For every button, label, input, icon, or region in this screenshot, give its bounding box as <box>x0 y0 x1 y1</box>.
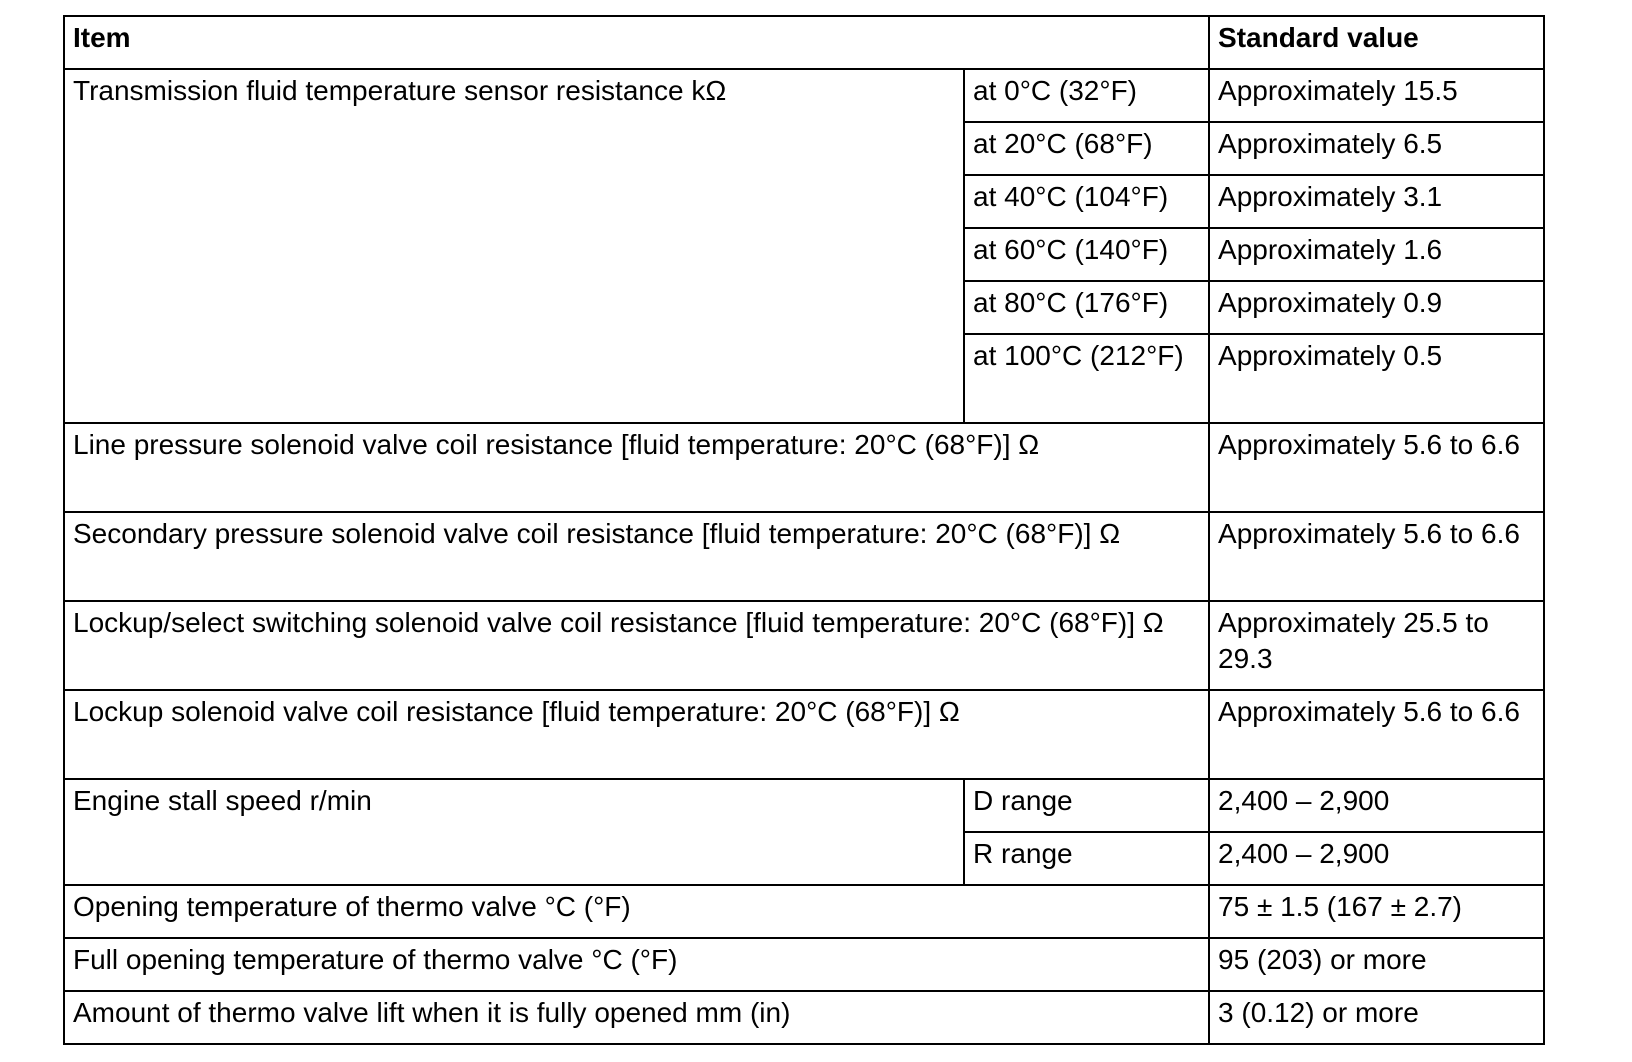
tfts-item: Transmission fluid temperature sensor resistance kΩ <box>64 69 964 423</box>
tfts-condition: at 60°C (140°F) <box>964 228 1209 281</box>
lockup-select-item: Lockup/select switching solenoid valve coil resistance [fluid temperature: 20°C (68°F)] Ω <box>64 601 1209 690</box>
stall-speed-condition: R range <box>964 832 1209 885</box>
tfts-condition: at 40°C (104°F) <box>964 175 1209 228</box>
table-row <box>64 601 1544 690</box>
secondary-pressure-item: Secondary pressure solenoid valve coil resistance [fluid temperature: 20°C (68°F)] Ω <box>64 512 1209 601</box>
standard-values-table <box>63 15 1545 1045</box>
tfts-value: Approximately 1.6 <box>1209 228 1544 281</box>
table-row <box>64 779 1544 832</box>
table-header-row <box>64 16 1544 69</box>
tfts-value: Approximately 3.1 <box>1209 175 1544 228</box>
table-row <box>64 991 1544 1044</box>
table-row <box>64 512 1544 601</box>
thermo-open-item: Opening temperature of thermo valve °C (°F) <box>64 885 1209 938</box>
thermo-full-value: 95 (203) or more <box>1209 938 1544 991</box>
thermo-full-item: Full opening temperature of thermo valve °C (°F) <box>64 938 1209 991</box>
lockup-select-value: Approximately 25.5 to 29.3 <box>1209 601 1544 690</box>
tfts-condition: at 80°C (176°F) <box>964 281 1209 334</box>
stall-speed-item: Engine stall speed r/min <box>64 779 964 885</box>
table-row <box>64 938 1544 991</box>
tfts-condition: at 20°C (68°F) <box>964 122 1209 175</box>
table-row <box>64 885 1544 938</box>
lockup-value: Approximately 5.6 to 6.6 <box>1209 690 1544 779</box>
line-pressure-value: Approximately 5.6 to 6.6 <box>1209 423 1544 512</box>
lockup-item: Lockup solenoid valve coil resistance [fluid temperature: 20°C (68°F)] Ω <box>64 690 1209 779</box>
table-row <box>64 690 1544 779</box>
tfts-value: Approximately 15.5 <box>1209 69 1544 122</box>
header-item: Item <box>64 16 1209 69</box>
line-pressure-item: Line pressure solenoid valve coil resistance [fluid temperature: 20°C (68°F)] Ω <box>64 423 1209 512</box>
thermo-open-value: 75 ± 1.5 (167 ± 2.7) <box>1209 885 1544 938</box>
tfts-value: Approximately 6.5 <box>1209 122 1544 175</box>
thermo-lift-item: Amount of thermo valve lift when it is fully opened mm (in) <box>64 991 1209 1044</box>
secondary-pressure-value: Approximately 5.6 to 6.6 <box>1209 512 1544 601</box>
stall-speed-value: 2,400 – 2,900 <box>1209 832 1544 885</box>
stall-speed-value: 2,400 – 2,900 <box>1209 779 1544 832</box>
tfts-condition: at 100°C (212°F) <box>964 334 1209 423</box>
header-standard-value: Standard value <box>1209 16 1544 69</box>
tfts-condition: at 0°C (32°F) <box>964 69 1209 122</box>
tfts-value: Approximately 0.9 <box>1209 281 1544 334</box>
stall-speed-condition: D range <box>964 779 1209 832</box>
thermo-lift-value: 3 (0.12) or more <box>1209 991 1544 1044</box>
table-row <box>64 423 1544 512</box>
table-row <box>64 69 1544 122</box>
tfts-value: Approximately 0.5 <box>1209 334 1544 423</box>
